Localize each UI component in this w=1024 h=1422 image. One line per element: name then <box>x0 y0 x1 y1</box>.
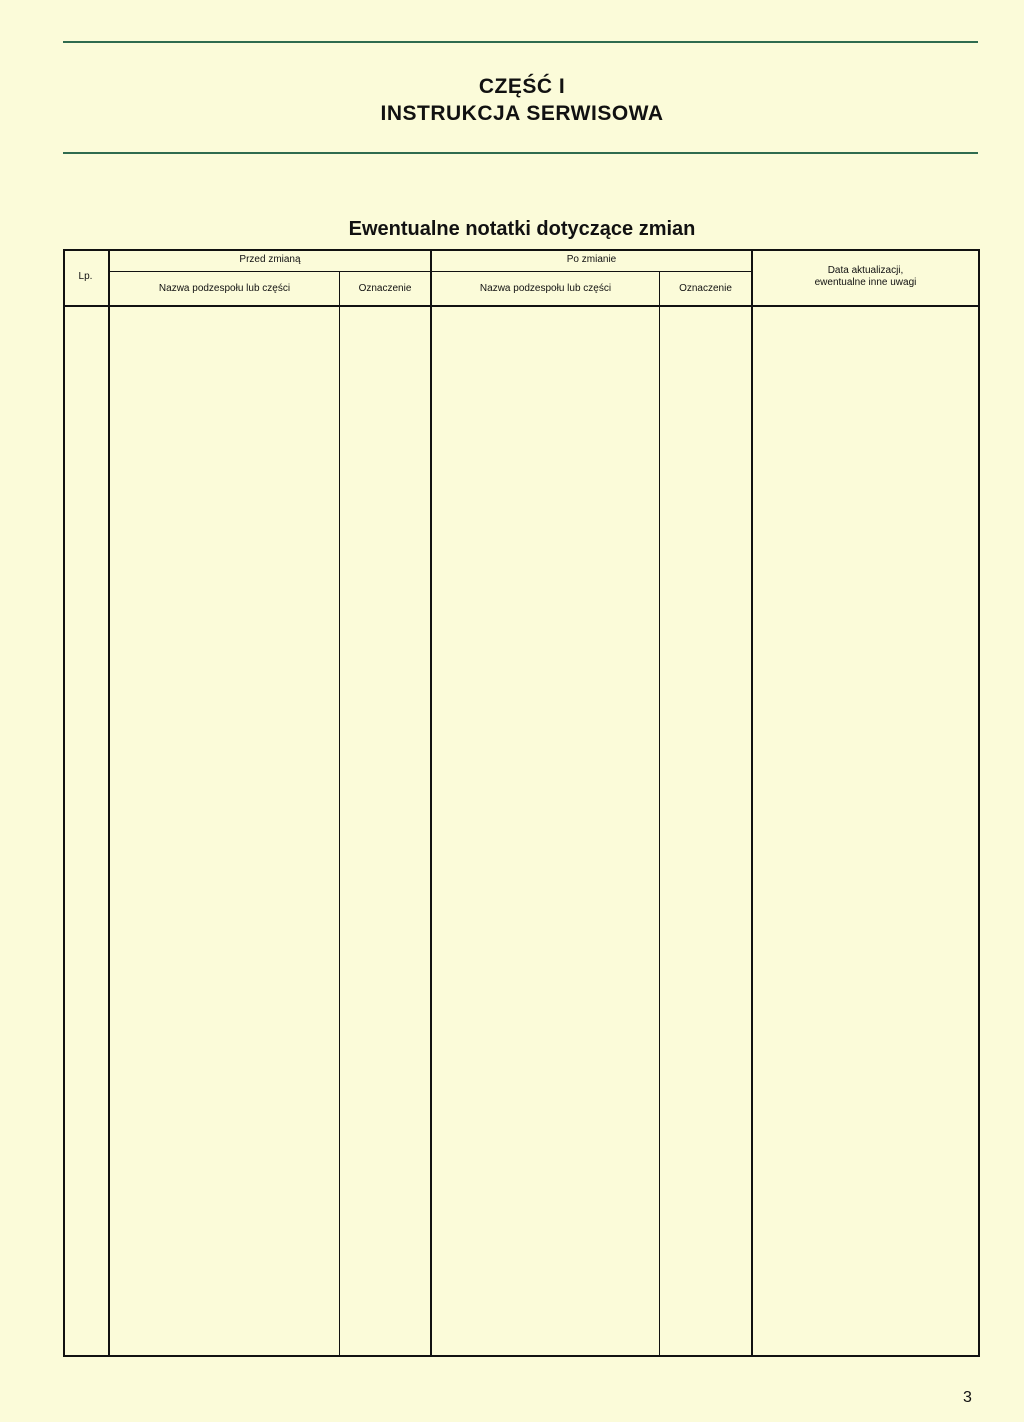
header-before-change: Przed zmianą <box>239 254 301 265</box>
column-divider <box>339 271 340 1357</box>
header-after-code: Oznaczenie <box>679 282 732 294</box>
header-after-name: Nazwa podzespołu lub części <box>479 282 612 294</box>
page-number: 3 <box>963 1389 972 1406</box>
section-title: INSTRUKCJA SERWISOWA <box>380 102 664 125</box>
header-before-code: Oznaczenie <box>358 282 412 294</box>
table-frame <box>63 249 980 1357</box>
header-after-change: Po zmianie <box>566 254 617 265</box>
column-divider <box>430 249 432 1357</box>
part-title: CZĘŚĆ I <box>478 75 566 98</box>
header-bottom-line <box>63 305 980 307</box>
change-notes-table <box>63 249 980 1357</box>
column-divider <box>659 271 660 1357</box>
header-date-remarks <box>753 249 978 305</box>
table-title: Ewentualne notatki dotyczące zmian <box>348 218 696 240</box>
header-lp: Lp. <box>78 271 93 282</box>
header-before-name: Nazwa podzespołu lub części <box>158 282 291 294</box>
column-divider <box>751 249 753 1357</box>
section-heading <box>0 73 1024 127</box>
header-date-line1: Data aktualizacji, <box>827 265 904 276</box>
column-divider <box>108 249 110 1357</box>
top-rule <box>63 41 978 43</box>
bottom-rule <box>63 152 978 154</box>
header-date-line2: ewentualne inne uwagi <box>814 277 917 288</box>
